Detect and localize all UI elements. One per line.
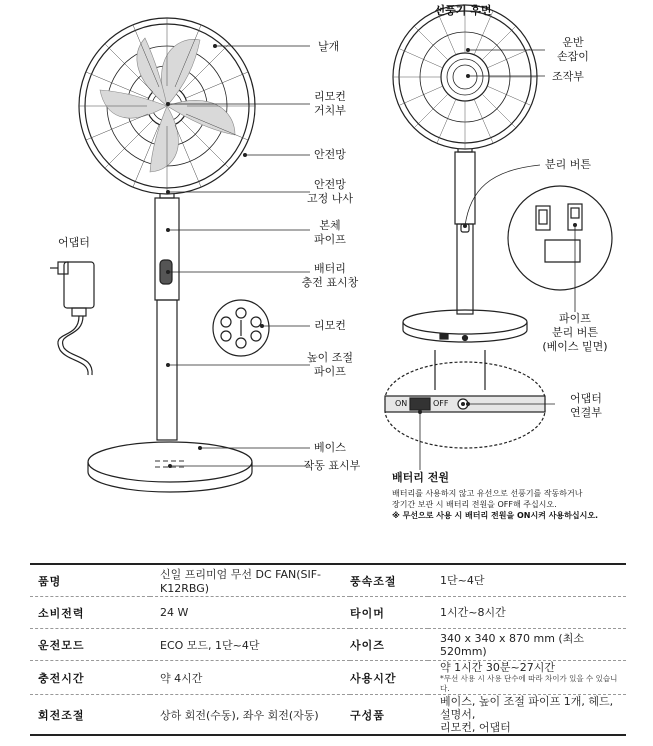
spec-value: 24 W bbox=[150, 597, 350, 629]
label-rear-title: 선풍기 후면 bbox=[434, 4, 492, 17]
label-pipe-detach-2: 분리 버튼 bbox=[551, 326, 598, 339]
label-remote-holder-2: 거치부 bbox=[314, 104, 346, 117]
battery-note-2: 장기간 보관 시 배터리 전원을 OFF해 주십시오. bbox=[392, 500, 557, 509]
label-adapter: 어댑터 bbox=[58, 236, 90, 249]
label-main-pipe bbox=[300, 219, 360, 247]
spec-value: ECO 모드, 1단~4단 bbox=[150, 629, 350, 661]
spec-key: 사이즈 bbox=[350, 629, 428, 661]
spec-key: 운전모드 bbox=[30, 629, 150, 661]
label-blade: 날개 bbox=[318, 40, 340, 53]
switch-detail bbox=[385, 350, 545, 448]
spec-value: 1시간~8시간 bbox=[428, 597, 626, 629]
battery-note-1: 배터리를 사용하지 않고 유선으로 선풍기를 작동하거나 bbox=[392, 489, 583, 498]
label-base: 베이스 bbox=[314, 441, 346, 454]
label-adapter-port bbox=[556, 392, 616, 420]
label-pipe-detach bbox=[530, 312, 620, 354]
spec-value-main: 약 1시간 30분~27시간 bbox=[440, 661, 555, 674]
spec-key: 풍속조절 bbox=[350, 564, 428, 597]
label-main-pipe-1: 본체 bbox=[319, 219, 341, 232]
detach-detail bbox=[508, 186, 612, 290]
label-battery-indicator bbox=[290, 262, 370, 290]
label-remote-holder bbox=[300, 90, 360, 118]
spec-value-line1: 베이스, 높이 조절 파이프 1개, 헤드, 설명서, bbox=[440, 695, 614, 721]
spec-value-note: *무선 사용 시 사용 단수에 따라 차이가 있을 수 있습니다. bbox=[440, 674, 618, 693]
spec-key: 회전조절 bbox=[38, 708, 85, 722]
label-battery-indicator-2: 충전 표시창 bbox=[301, 276, 359, 289]
label-guard-screw bbox=[296, 178, 364, 206]
spec-key: 타이머 bbox=[350, 597, 428, 629]
label-height-pipe bbox=[294, 351, 366, 379]
table-row bbox=[30, 597, 626, 629]
spec-key: 소비전력 bbox=[30, 597, 150, 629]
label-battery-indicator-1: 배터리 bbox=[314, 262, 346, 275]
label-remote-holder-1: 리모컨 bbox=[314, 90, 346, 103]
label-pipe-detach-3: (베이스 밑면) bbox=[542, 340, 608, 353]
label-switch-on: ON bbox=[395, 399, 408, 408]
label-guard-screw-1: 안전망 bbox=[314, 178, 346, 191]
battery-note bbox=[392, 488, 632, 521]
adapter-drawing bbox=[50, 262, 94, 375]
remote-control bbox=[213, 300, 269, 356]
table-row bbox=[30, 695, 626, 736]
label-adapter-port-2: 연결부 bbox=[570, 406, 602, 419]
table-row bbox=[30, 564, 626, 597]
spec-value: 약 4시간 bbox=[150, 661, 350, 695]
label-control-panel: 조작부 bbox=[552, 70, 584, 83]
label-remote: 리모컨 bbox=[314, 319, 346, 332]
spec-key: 구성품 bbox=[350, 708, 385, 722]
label-carry-handle-2: 손잡이 bbox=[557, 50, 589, 63]
label-switch-off: OFF bbox=[433, 399, 449, 408]
label-status-indicator: 작동 표시부 bbox=[303, 459, 361, 472]
spec-key: 사용시간 bbox=[350, 661, 428, 695]
label-adapter-port-1: 어댑터 bbox=[570, 392, 602, 405]
label-height-pipe-1: 높이 조절 bbox=[306, 351, 353, 364]
spec-value: 상하 회전(수동), 좌우 회전(자동) bbox=[160, 708, 319, 722]
spec-value: 340 x 340 x 870 mm (최소 520mm) bbox=[428, 629, 626, 661]
label-carry-handle-1: 운반 bbox=[562, 36, 584, 49]
battery-note-3: ※ 무선으로 사용 시 배터리 전원을 ON시켜 사용하십시오. bbox=[392, 511, 599, 520]
spec-value bbox=[428, 695, 626, 736]
label-battery-power: 배터리 전원 bbox=[392, 471, 449, 484]
spec-key: 품명 bbox=[30, 564, 150, 597]
spec-table bbox=[30, 563, 626, 736]
label-height-pipe-2: 파이프 bbox=[314, 365, 346, 378]
spec-key: 충전시간 bbox=[30, 661, 150, 695]
spec-value: 1단~4단 bbox=[428, 564, 626, 597]
label-guard-screw-2: 고정 나사 bbox=[306, 192, 353, 205]
label-main-pipe-2: 파이프 bbox=[314, 233, 346, 246]
table-row bbox=[30, 661, 626, 695]
label-pipe-detach-1: 파이프 bbox=[559, 312, 591, 325]
spec-value: 신일 프리미엄 무선 DC FAN(SIF-K12RBG) bbox=[150, 564, 350, 597]
label-carry-handle bbox=[548, 36, 598, 64]
spec-value-line2: 리모컨, 어댑터 bbox=[440, 721, 511, 734]
label-guard: 안전망 bbox=[314, 148, 346, 161]
spec-value bbox=[428, 661, 626, 695]
label-detach-button: 분리 버튼 bbox=[545, 158, 592, 171]
table-row bbox=[30, 629, 626, 661]
rear-guard-spokes bbox=[393, 5, 537, 149]
